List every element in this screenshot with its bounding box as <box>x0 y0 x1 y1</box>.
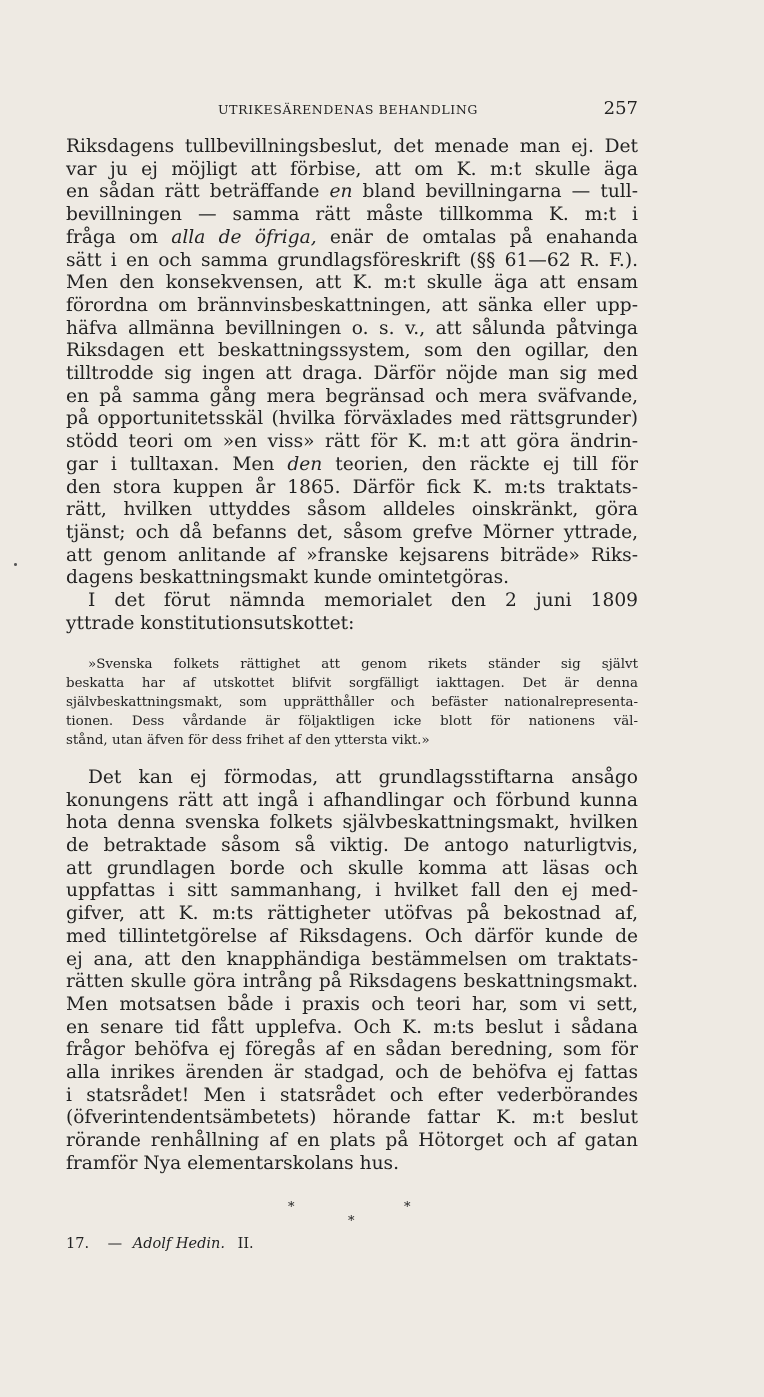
text-line: att genom anlitande af »franske kejsarens biträde» Riks- <box>66 544 638 566</box>
page-header <box>66 98 638 122</box>
text-line: på opportunitetsskäl (hvilka förväxlades med rättsgrunder) <box>66 408 638 430</box>
text-line: (öfverintendentsämbetets) hörande fattar K. m:t beslut <box>66 1107 638 1129</box>
paragraph-2 <box>66 767 638 1175</box>
paragraph-1 <box>66 136 638 635</box>
footer-volume: II. <box>237 1236 254 1252</box>
text-line: tjänst; och då befanns det, såsom grefve Mörner yttrade, <box>66 521 638 543</box>
text-line: Riksdagen ett beskattningssystem, som den ogillar, den <box>66 340 638 362</box>
text-line: framför Nya elementarskolans hus. <box>66 1152 400 1174</box>
quote-line: »Svenska folkets rättighet att genom rikets ständer sig självt <box>88 657 638 672</box>
block-quote <box>66 655 638 750</box>
text-line: ej ana, att den knapphändiga bestämmelsen om traktats- <box>66 948 638 970</box>
text-line: Men den konsekvensen, att K. m:t skulle äga att ensam <box>66 272 638 294</box>
quote-line: beskatta har af utskottet blifvit sorgfälligt iakttagen. Det är denna <box>66 676 638 691</box>
text-line: häfva allmänna bevillningen o. s. v., att sålunda påtvinga <box>66 317 638 339</box>
text-line: gar i tulltaxan. Men den teorien, den räckte ej till för <box>66 453 638 475</box>
text-line: en sådan rätt beträffande en bland bevillningarna — tull- <box>66 181 638 203</box>
margin-mark <box>14 563 17 566</box>
asterisk: * <box>348 1214 355 1229</box>
text-line: rätten skulle göra intrång på Riksdagens beskattningsmakt. <box>66 971 638 993</box>
text-line: bevillningen — samma rätt måste tillkomma K. m:t i <box>66 204 638 226</box>
text-line: förordna om brännvinsbeskattningen, att sänka eller upp- <box>66 294 638 316</box>
signature-number: 17. <box>66 1236 90 1252</box>
text-line: Men motsatsen både i praxis och teori har, som vi sett, <box>66 993 638 1015</box>
asterisk: * <box>404 1200 411 1215</box>
running-title: UTRIKESÄRENDENAS BEHANDLING <box>218 102 478 117</box>
page-number: 257 <box>603 98 638 119</box>
text-line: I det förut nämnda memorialet den 2 juni 1809 <box>88 590 638 612</box>
text-line: yttrade konstitutionsutskottet: <box>66 612 355 634</box>
text-line: Det kan ej förmodas, att grundlagsstiftarna ansågo <box>88 767 638 788</box>
text-line: Riksdagens tullbevillningsbeslut, det menade man ej. Det <box>66 136 638 157</box>
text-line: rätt, hvilken uttyddes såsom alldeles oinskränkt, göra <box>66 499 638 521</box>
text-line: sätt i en och samma grundlagsföreskrift (§§ 61—62 R. F.). <box>66 249 638 271</box>
ornament-asterisks <box>0 1200 764 1230</box>
text-line: uppfattas i sitt sammanhang, i hvilket fall den ej med- <box>66 880 638 902</box>
quote-line: stånd, utan äfven för dess frihet af den yttersta vikt.» <box>66 733 430 748</box>
italic-phrase: alla de öfriga, <box>171 226 317 248</box>
text-line: konungens rätt att ingå i afhandlingar och förbund kunna <box>66 789 638 811</box>
quote-line: tionen. Dess vårdande är följaktligen icke blott för nationens väl- <box>66 714 638 729</box>
italic-word: den <box>287 453 323 475</box>
text-line: att grundlagen borde och skulle komma att läsas och <box>66 857 638 879</box>
text-line: rörande renhållning af en plats på Hötorget och af gatan <box>66 1130 638 1151</box>
text-line: den stora kuppen år 1865. Därför fick K. m:ts traktats- <box>66 476 638 498</box>
text-line: var ju ej möjligt att förbise, att om K. m:t skulle äga <box>66 158 638 180</box>
asterisk: * <box>288 1200 295 1215</box>
text-line: tilltrodde sig ingen att draga. Därför nöjde man sig med <box>66 363 638 385</box>
text-line: i statsrådet! Men i statsrådet och efter vederbörandes <box>66 1084 638 1106</box>
text-line: de betraktade såsom så viktig. De antogo naturligtvis, <box>66 835 638 857</box>
text-line: stödd teori om »en viss» rätt för K. m:t att göra ändrin- <box>66 431 638 453</box>
text-line: dagens beskattningsmakt kunde omintetgöras. <box>66 567 510 589</box>
footer-dash: — <box>107 1236 123 1252</box>
text-line: gifver, att K. m:ts rättigheter utöfvas på bekostnad af, <box>66 903 638 925</box>
text-line: en senare tid fått upplefva. Och K. m:ts beslut i sådana <box>66 1016 638 1038</box>
italic-word: en <box>329 181 353 203</box>
text-line: fråga om alla de öfriga, enär de omtalas på enahanda <box>66 226 638 248</box>
text-line: hota denna svenska folkets självbeskattningsmakt, hvilken <box>66 812 638 834</box>
text-line: alla inrikes ärenden är stadgad, och de behöfva ej fattas <box>66 1061 638 1083</box>
signature-footer <box>66 1236 254 1252</box>
quote-line: självbeskattningsmakt, som upprätthåller och befäster nationalrepresenta- <box>66 695 638 710</box>
text-line: en på samma gång mera begränsad och mera sväfvande, <box>66 385 638 407</box>
text-line: frågor behöfva ej föregås af en sådan beredning, som för <box>66 1039 638 1061</box>
text-line: med tillintetgörelse af Riksdagens. Och därför kunde de <box>66 925 638 947</box>
footer-author: Adolf Hedin. <box>132 1236 225 1252</box>
